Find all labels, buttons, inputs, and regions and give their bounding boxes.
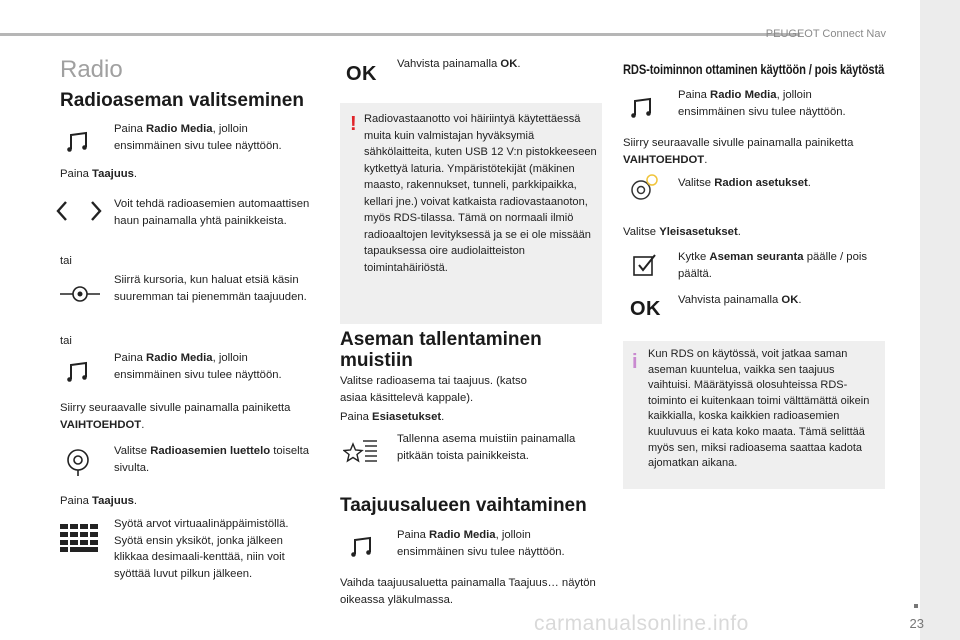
music-note-icon xyxy=(62,356,94,388)
ok-icon: OK xyxy=(630,298,661,320)
save-description: Tallenna asema muistiin painamalla pitkään toista painikkeista. xyxy=(397,433,576,462)
slider-icon xyxy=(58,280,102,308)
heading-change-band: Taajuusalueen vaihtaminen xyxy=(340,495,587,516)
brand-header: PEUGEOT Connect Nav xyxy=(765,28,886,40)
checkbox-icon xyxy=(630,250,660,280)
or-label-2: tai xyxy=(60,335,72,347)
info-text: Kun RDS on käytössä, voit jatkaa saman aseman kuuntelua, vaikka sen taajuus vaihtuisi. Määrätyissä olosuhteissa RDS-toiminto ei kuitenkaan toimi välttämättä oikein kaikkialla, koska kaikkien radioasemien kuuluvuus ei kata koko maata. Tämä selittää myös sen, miksi radioasema saattaa kadota ajomatkan aikana. xyxy=(648,348,870,470)
heading-save-station: Aseman tallentaminen muistiin xyxy=(340,329,542,371)
warning-box xyxy=(340,103,602,324)
music-note-icon xyxy=(626,92,658,124)
select-general-settings: Valitse Yleisasetukset. xyxy=(623,226,741,238)
star-list-icon xyxy=(343,436,379,468)
section-title: Radio xyxy=(60,56,123,83)
arrows-description: Voit tehdä radioasemien automaattisen haun painamalla yhtä painikkeista. xyxy=(114,198,310,227)
press-presets: Paina Esiasetukset. xyxy=(340,411,445,423)
slider-description: Siirrä kursoria, kun haluat etsiä käsin suuremman tai pienemmän taajuuden. xyxy=(114,274,307,303)
select-station-text: Valitse radioasema tai taajuus. (katso asiaa käsittelevä kappale). xyxy=(340,375,527,404)
music-note-icon xyxy=(346,531,378,563)
page-number: 23 xyxy=(910,604,924,631)
music-note-icon xyxy=(62,126,94,158)
ok-icon: OK xyxy=(346,63,377,85)
or-label: tai xyxy=(60,255,72,267)
station-list-icon xyxy=(62,446,94,478)
rds-next-page: Siirry seuraavalle sivulle painamalla painiketta VAIHTOEHDOT. xyxy=(623,137,854,166)
heading-rds: RDS-toiminnon ottaminen käyttöön / pois käytöstä xyxy=(623,61,885,77)
select-station-list: Valitse Radioasemien luettelo toiselta sivulta. xyxy=(114,445,310,474)
warning-icon: ! xyxy=(350,113,357,135)
warning-text: Radiovastaanotto voi häiriintyä käytettäessä muita kuin valmistajan hyväksymiä sähkölaitteita, kuten USB 12 V:n pistokkeeseen kytkettyä laturia. Ympäristötekijät (mäkinen maasto, rakennukset, tunneli, parkkipaikka, kellari jne.) voivat katkaista radiovastaanoton, myös RDS-tilassa. Tämä on normaali ilmiö radioaaltojen levityksessä ja se ei ole missään tapauksessa oire audiolaitteiston toimintahäiriöstä. xyxy=(364,113,597,274)
step-radio-media-2: Paina Radio Media, jolloin ensimmäinen sivu tulee näyttöön. xyxy=(114,352,282,381)
seek-arrows-icon xyxy=(54,198,104,224)
press-frequency: Paina Taajuus. xyxy=(60,168,138,180)
step-radio-media: Paina Radio Media, jolloin ensimmäinen sivu tulee näyttöön. xyxy=(114,123,282,152)
side-strip xyxy=(920,0,960,640)
header-rule xyxy=(0,33,800,36)
press-frequency-2: Paina Taajuus. xyxy=(60,495,138,507)
gear-icon xyxy=(626,172,660,206)
band-description: Vaihda taajuusaluetta painamalla Taajuus… näytön oikeassa yläkulmassa. xyxy=(340,577,596,606)
keypad-description: Syötä arvot virtuaalinäppäimistöllä. Syötä ensin yksiköt, jonka jälkeen klikkaa desimaali-kenttää, niin voit syöttää luvut pilkun jälkeen. xyxy=(114,518,289,580)
toggle-station-follow: Kytke Aseman seuranta päälle / pois päältä. xyxy=(678,251,868,280)
next-page-instruction: Siirry seuraavalle sivulle painamalla painiketta VAIHTOEHDOT. xyxy=(60,402,291,431)
info-icon: i xyxy=(632,351,638,373)
info-box xyxy=(623,341,885,489)
keypad-icon xyxy=(60,524,98,552)
bullet-marker xyxy=(914,604,918,608)
confirm-ok: Vahvista painamalla OK. xyxy=(397,58,521,70)
watermark: carmanualsonline.info xyxy=(534,612,749,635)
step-radio-media-3: Paina Radio Media, jolloin ensimmäinen sivu tulee näyttöön. xyxy=(397,529,565,558)
heading-select-station: Radioaseman valitseminen xyxy=(60,90,304,111)
rds-confirm-ok: Vahvista painamalla OK. xyxy=(678,294,802,306)
rds-step-radio-media: Paina Radio Media, jolloin ensimmäinen sivu tulee näyttöön. xyxy=(678,89,846,118)
select-radio-settings: Valitse Radion asetukset. xyxy=(678,177,811,189)
